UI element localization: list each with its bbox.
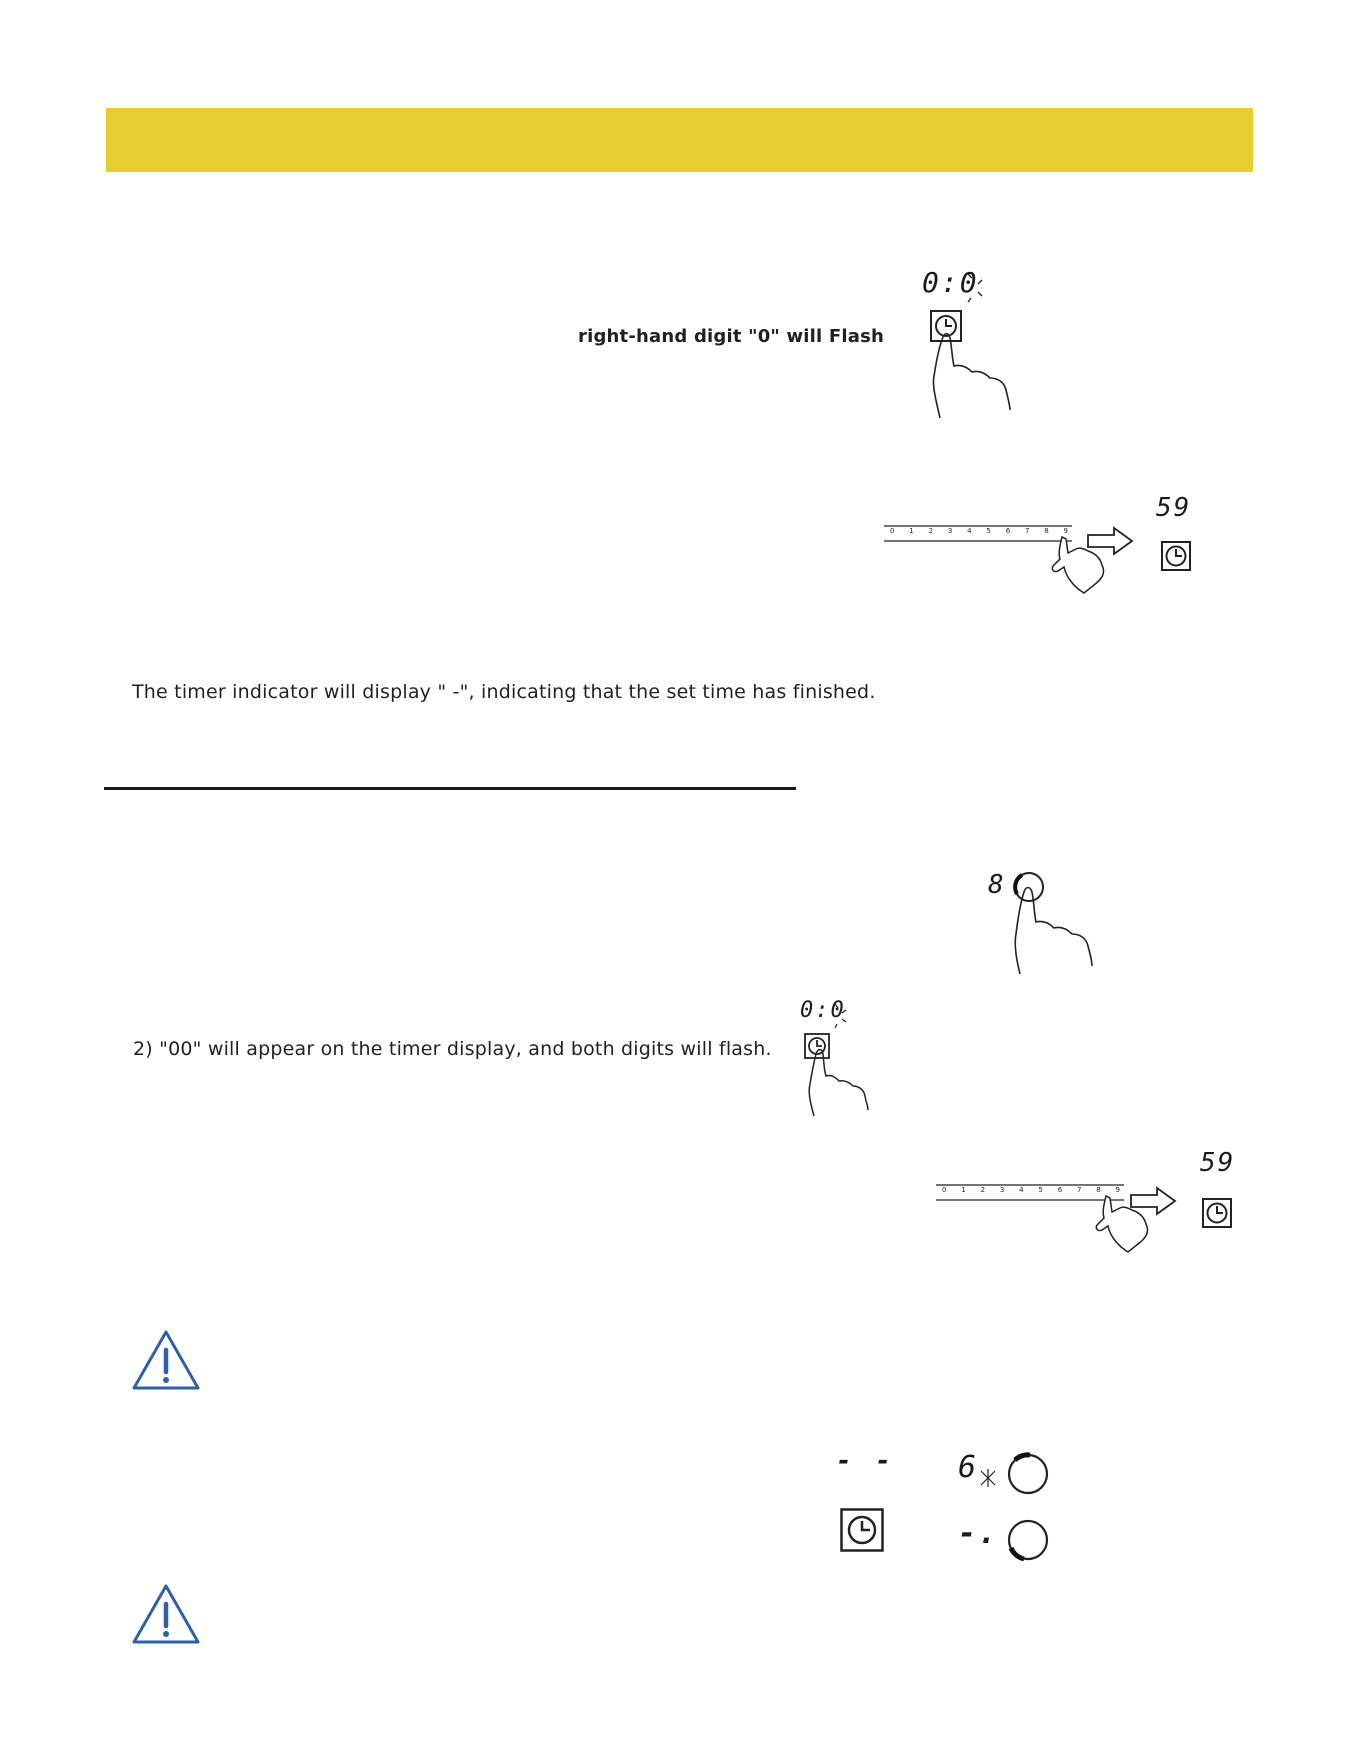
slider-tick: 9 [1115, 1186, 1120, 1194]
clock-icon[interactable] [840, 1508, 884, 1552]
slider-tick: 7 [1076, 1186, 1082, 1194]
timer-display: 59 [1156, 493, 1192, 523]
flash-rays-icon [798, 1000, 858, 1032]
pointing-hand-icon [918, 320, 1028, 430]
warning-triangle-icon [130, 1328, 202, 1392]
slider-tick: 1 [909, 527, 914, 535]
figure-slider-59-b [936, 1148, 1246, 1272]
cooking-zone-ring-icon[interactable] [1006, 1518, 1050, 1562]
timer-display: 0:0 [800, 998, 846, 1023]
timer-dash-display: - - [836, 1446, 895, 1476]
slider-tick: 0 [942, 1186, 947, 1194]
slider-tick: 1 [961, 1186, 966, 1194]
slider-ticks [942, 1186, 1120, 1194]
slider-tick: 2 [980, 1186, 986, 1194]
slider-tick: 7 [1024, 527, 1030, 535]
figure-zone-states [956, 1450, 1066, 1560]
slider-tick: 5 [986, 527, 991, 535]
cooking-zone-ring-icon[interactable] [1006, 1452, 1050, 1496]
figure-timer-finished [836, 1446, 896, 1560]
slider-tick: 0 [890, 527, 895, 535]
clock-icon[interactable] [1161, 541, 1191, 571]
slider-tick: 3 [999, 1186, 1005, 1194]
figure-timer-start [918, 268, 1018, 423]
flash-star-icon [978, 1468, 998, 1488]
slider-tick: 3 [947, 527, 953, 535]
zone-six-display: 6 [958, 1450, 979, 1485]
header-banner [106, 108, 1253, 172]
slider-tick: 6 [1057, 1186, 1063, 1194]
pointing-hand-icon [1006, 878, 1116, 978]
timer-display: 59 [1200, 1148, 1236, 1178]
zone-dash-display: -. [958, 1516, 999, 1551]
figure-zone-select [986, 868, 1126, 978]
slider-tick: 4 [967, 527, 972, 535]
figure-slider-59-a [884, 495, 1204, 615]
slider-tick: 8 [1044, 527, 1049, 535]
pointing-hand-icon [798, 1040, 888, 1130]
zone-digit: 8 [988, 870, 1006, 900]
figure-timer-start-b [798, 1000, 888, 1120]
flash-rays-icon [918, 268, 1018, 308]
slider-ticks [890, 527, 1068, 535]
section-divider [104, 787, 796, 790]
warning-triangle-icon [130, 1582, 202, 1646]
slider-tick: 4 [1019, 1186, 1024, 1194]
slider-tick: 6 [1005, 527, 1011, 535]
slider-tick: 9 [1063, 527, 1068, 535]
right-arrow-icon [1129, 1186, 1179, 1216]
step-2-text: 2) "00" will appear on the timer display, and both digits will flash. [133, 1038, 772, 1060]
right-arrow-icon [1086, 526, 1136, 556]
clock-icon[interactable] [1202, 1198, 1232, 1228]
flash-note: right-hand digit "0" will Flash [578, 326, 885, 347]
slider-tick: 5 [1038, 1186, 1043, 1194]
timer-display: 0:0 [922, 266, 979, 299]
finished-note: The timer indicator will display " -", indicating that the set time has finished. [132, 681, 876, 703]
slider-tick: 2 [928, 527, 934, 535]
slider-tick: 8 [1096, 1186, 1101, 1194]
